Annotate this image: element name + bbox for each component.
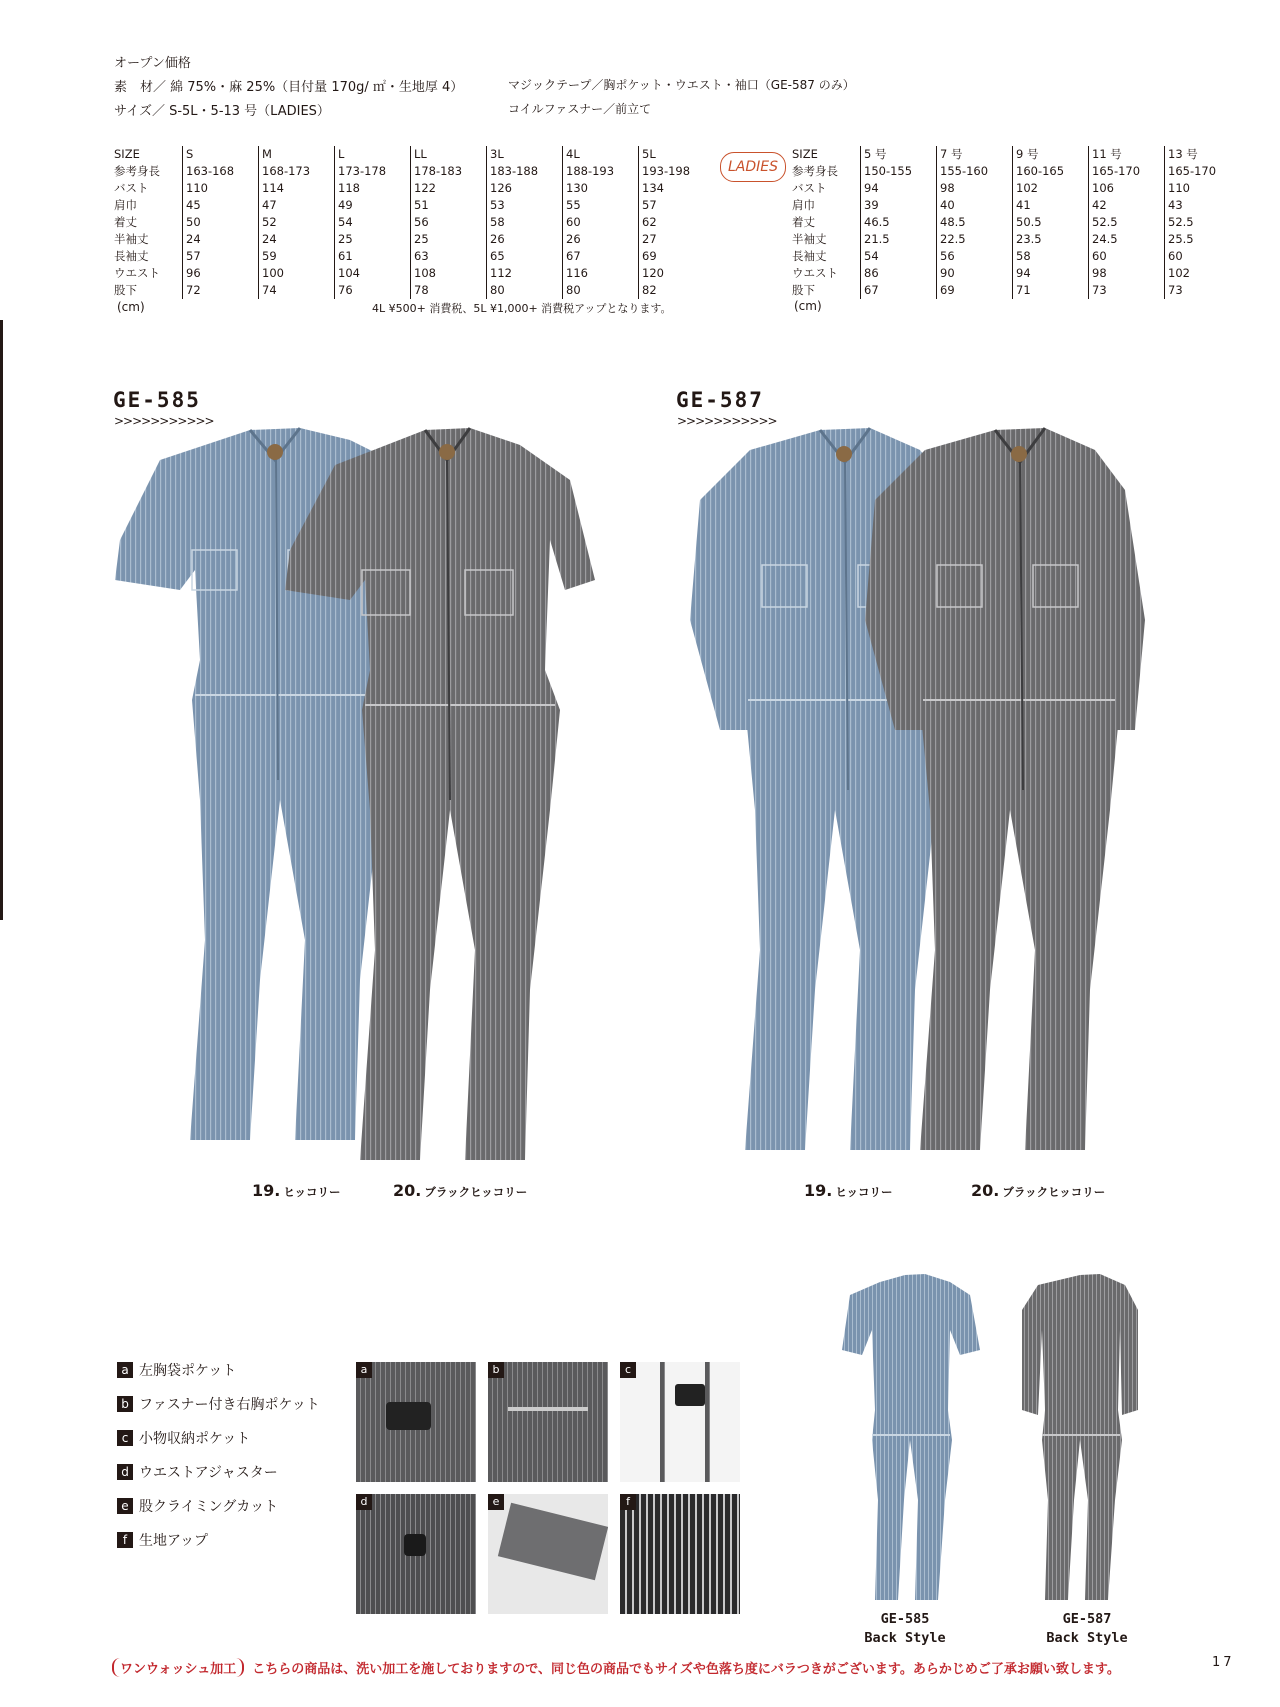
size-table-cell: 94 <box>1013 265 1089 282</box>
size-table-cell: 50.5 <box>1013 214 1089 231</box>
size-table-row <box>792 231 1240 248</box>
ladies-badge: LADIES <box>720 152 786 182</box>
ladies-size-table <box>792 146 1240 299</box>
color-caption-ge587-20: 20. ブラックヒッコリー <box>971 1181 1106 1200</box>
sizes-text: サイズ／ S-5L・5-13 号（LADIES） <box>114 104 330 119</box>
size-table-cell: 183-188 <box>487 163 563 180</box>
size-table-cell: 58 <box>487 214 563 231</box>
page-edge-marker <box>0 320 3 920</box>
size-table-cell: 67 <box>563 248 639 265</box>
size-table-cell: 54 <box>335 214 411 231</box>
size-table-cell: 114 <box>259 180 335 197</box>
size-table-cell: 102 <box>1013 180 1089 197</box>
size-table-cell: 163-168 <box>183 163 259 180</box>
size-table-cell: 130 <box>563 180 639 197</box>
size-table-cell: 9 号 <box>1013 146 1089 163</box>
page-number: 17 <box>1212 1655 1235 1670</box>
model-title-ge585: GE-585 <box>113 388 201 412</box>
size-table-cell: 126 <box>487 180 563 197</box>
size-table-cell: 65 <box>487 248 563 265</box>
feature-item-c: c 小物収納ポケット <box>117 1428 320 1450</box>
size-table-cell: 78 <box>411 282 487 299</box>
size-table-cell: 104 <box>335 265 411 282</box>
fastener-text-2: コイルファスナー／前立て <box>508 102 652 116</box>
size-table-header <box>792 146 1240 163</box>
size-table-cell: 76 <box>335 282 411 299</box>
color-caption-ge585-19: 19. ヒッコリー <box>252 1181 341 1200</box>
size-table-cell: 110 <box>1165 180 1241 197</box>
size-table-cell: 47 <box>259 197 335 214</box>
material-text: 素 材／ 綿 75%・麻 25%（目付量 170g/ ㎡・生地厚 4） <box>114 80 464 95</box>
size-table-cell: 150-155 <box>861 163 937 180</box>
size-table-cell: 155-160 <box>937 163 1013 180</box>
size-table-row <box>792 248 1240 265</box>
size-table-cell: 60 <box>1165 248 1241 265</box>
size-table-cell: 74 <box>259 282 335 299</box>
size-table-cell: 7 号 <box>937 146 1013 163</box>
size-table-label: 参考身長 <box>792 164 838 178</box>
size-table-cell: 96 <box>183 265 259 282</box>
size-table-cell: 94 <box>861 180 937 197</box>
feature-item-b: b ファスナー付き右胸ポケット <box>117 1394 320 1416</box>
size-table-cell: 56 <box>937 248 1013 265</box>
size-table-cell: 120 <box>639 265 715 282</box>
size-table-row <box>114 180 714 197</box>
size-table-row <box>114 197 714 214</box>
detail-photo-b: b <box>488 1362 608 1482</box>
size-table-cell: 24 <box>259 231 335 248</box>
size-surcharge-note: 4L ¥500+ 消費税、5L ¥1,000+ 消費税アップとなります。 <box>372 302 672 315</box>
size-table-row <box>114 231 714 248</box>
mens-size-table <box>114 146 714 299</box>
size-table-row <box>792 163 1240 180</box>
size-table-cell: 42 <box>1089 197 1165 214</box>
size-table-cell: LL <box>411 146 487 163</box>
size-table-cell: 39 <box>861 197 937 214</box>
size-table-cell: 49 <box>335 197 411 214</box>
size-table-cell: 52 <box>259 214 335 231</box>
size-table-label: 長袖丈 <box>114 249 149 263</box>
size-table-cell: 67 <box>861 282 937 299</box>
size-table-row <box>792 214 1240 231</box>
size-table-cell: 58 <box>1013 248 1089 265</box>
size-table-cell: 69 <box>937 282 1013 299</box>
size-table-label: 長袖丈 <box>792 249 827 263</box>
size-table-cell: 51 <box>411 197 487 214</box>
size-table-cell: 5L <box>639 146 715 163</box>
size-table-row <box>114 214 714 231</box>
size-table-header <box>114 146 714 163</box>
size-table-cell: 46.5 <box>861 214 937 231</box>
size-table-cell: 118 <box>335 180 411 197</box>
detail-photo-e: e <box>488 1494 608 1614</box>
size-table-row <box>114 265 714 282</box>
size-table-cell: 90 <box>937 265 1013 282</box>
size-table-cell: 57 <box>639 197 715 214</box>
feature-item-f: f 生地アップ <box>117 1530 320 1552</box>
size-table-cell: 25.5 <box>1165 231 1241 248</box>
size-table-cell: 69 <box>639 248 715 265</box>
size-table-cell: 52.5 <box>1165 214 1241 231</box>
size-table-cell: 40 <box>937 197 1013 214</box>
size-table-cell: 48.5 <box>937 214 1013 231</box>
size-table-label: 股下 <box>792 283 815 297</box>
size-table-cell: 73 <box>1165 282 1241 299</box>
back-ge585 <box>842 1274 980 1600</box>
size-table-row <box>792 180 1240 197</box>
size-table-cell: 173-178 <box>335 163 411 180</box>
size-table-cell: 82 <box>639 282 715 299</box>
size-table-cell: 193-198 <box>639 163 715 180</box>
size-table-row <box>792 282 1240 299</box>
back-caption-ge585: GE-585 Back Style <box>864 1611 946 1646</box>
model-title-ge587: GE-587 <box>676 388 764 412</box>
size-table-label: 着丈 <box>792 215 815 229</box>
feature-item-d: d ウエストアジャスター <box>117 1462 320 1484</box>
size-table-cell: 4L <box>563 146 639 163</box>
back-ge587 <box>1022 1274 1138 1600</box>
color-caption-ge587-19: 19. ヒッコリー <box>804 1181 893 1200</box>
size-table-cell: 57 <box>183 248 259 265</box>
size-table-cell: L <box>335 146 411 163</box>
detail-photo-c: c <box>620 1362 740 1482</box>
size-table-cell: 11 号 <box>1089 146 1165 163</box>
size-table-cell: 100 <box>259 265 335 282</box>
size-table-cell: S <box>183 146 259 163</box>
size-table-label: 半袖丈 <box>114 232 149 246</box>
size-table-cell: 53 <box>487 197 563 214</box>
size-table-cell: 5 号 <box>861 146 937 163</box>
price-text: オープン価格 <box>114 56 191 71</box>
size-table-row <box>792 197 1240 214</box>
size-table-cell: 52.5 <box>1089 214 1165 231</box>
size-table-cell: 165-170 <box>1089 163 1165 180</box>
size-table-cell: 112 <box>487 265 563 282</box>
size-table-cell: 23.5 <box>1013 231 1089 248</box>
size-table-cell: 86 <box>861 265 937 282</box>
one-wash-tag: ワンウォッシュ加工 <box>112 1658 244 1677</box>
size-table-cell: 60 <box>563 214 639 231</box>
size-table-label: バスト <box>114 181 149 195</box>
size-table-cell: 110 <box>183 180 259 197</box>
size-table-cell: 122 <box>411 180 487 197</box>
size-table-cell: 60 <box>1089 248 1165 265</box>
feature-item-a: a 左胸袋ポケット <box>117 1360 320 1382</box>
size-table-cell: 80 <box>487 282 563 299</box>
size-table-cell: 71 <box>1013 282 1089 299</box>
size-table-row <box>114 282 714 299</box>
size-table-cell: 134 <box>639 180 715 197</box>
size-table-cell: 106 <box>1089 180 1165 197</box>
size-table-cell: 73 <box>1089 282 1165 299</box>
size-table-cell: 102 <box>1165 265 1241 282</box>
size-table-cell: 98 <box>1089 265 1165 282</box>
size-table-cell: M <box>259 146 335 163</box>
detail-photo-a: a <box>356 1362 476 1482</box>
size-table-cell: 25 <box>411 231 487 248</box>
size-table-cell: 165-170 <box>1165 163 1241 180</box>
back-style-photos <box>820 1270 1140 1610</box>
size-table-cell: 26 <box>487 231 563 248</box>
size-table-cell: 26 <box>563 231 639 248</box>
size-table-cell: 45 <box>183 197 259 214</box>
size-table-cell: 188-193 <box>563 163 639 180</box>
size-table-cell: 54 <box>861 248 937 265</box>
size-table-cell: 80 <box>563 282 639 299</box>
size-table-label: 着丈 <box>114 215 137 229</box>
size-table-cell: 24.5 <box>1089 231 1165 248</box>
size-table-label: SIZE <box>114 147 140 161</box>
size-table-label: 半袖丈 <box>792 232 827 246</box>
ladies-unit: (cm) <box>794 299 822 313</box>
size-table-label: SIZE <box>792 147 818 161</box>
footer-notice <box>112 1658 1120 1677</box>
detail-photo-f: f <box>620 1494 740 1614</box>
size-table-cell: 160-165 <box>1013 163 1089 180</box>
size-table-cell: 27 <box>639 231 715 248</box>
size-table-cell: 24 <box>183 231 259 248</box>
size-table-label: ウエスト <box>114 266 160 280</box>
size-table-row <box>792 265 1240 282</box>
size-table-label: 参考身長 <box>114 164 160 178</box>
size-table-cell: 108 <box>411 265 487 282</box>
feature-item-e: e 股クライミングカット <box>117 1496 320 1518</box>
size-table-cell: 43 <box>1165 197 1241 214</box>
size-table-cell: 3L <box>487 146 563 163</box>
size-table-label: 股下 <box>114 283 137 297</box>
size-table-row <box>114 163 714 180</box>
arrow-decoration: >>>>>>>>>>> <box>677 414 777 428</box>
color-caption-ge585-20: 20. ブラックヒッコリー <box>393 1181 528 1200</box>
size-table-cell: 61 <box>335 248 411 265</box>
fastener-text-1: マジックテープ／胸ポケット・ウエスト・袖口（GE-587 のみ） <box>508 78 855 92</box>
size-table-cell: 168-173 <box>259 163 335 180</box>
size-table-cell: 56 <box>411 214 487 231</box>
footer-text: こちらの商品は、洗い加工を施しておりますので、同じ色の商品でもサイズや色落ち度にバラつきがございます。あらかじめご了承お願い致します。 <box>252 1662 1120 1677</box>
size-table-cell: 50 <box>183 214 259 231</box>
size-table-cell: 59 <box>259 248 335 265</box>
size-table-cell: 178-183 <box>411 163 487 180</box>
size-table-label: ウエスト <box>792 266 838 280</box>
size-table-cell: 41 <box>1013 197 1089 214</box>
size-table-cell: 22.5 <box>937 231 1013 248</box>
feature-list <box>117 1360 320 1552</box>
arrow-decoration: >>>>>>>>>>> <box>114 414 214 428</box>
size-table-label: 肩巾 <box>114 198 137 212</box>
size-table-cell: 63 <box>411 248 487 265</box>
size-table-cell: 13 号 <box>1165 146 1241 163</box>
mens-unit: (cm) <box>117 300 145 314</box>
size-table-label: バスト <box>792 181 827 195</box>
size-table-cell: 55 <box>563 197 639 214</box>
size-table-cell: 62 <box>639 214 715 231</box>
size-table-label: 肩巾 <box>792 198 815 212</box>
size-table-row <box>114 248 714 265</box>
detail-photo-d: d <box>356 1494 476 1614</box>
back-caption-ge587: GE-587 Back Style <box>1046 1611 1128 1646</box>
size-table-cell: 116 <box>563 265 639 282</box>
size-table-cell: 21.5 <box>861 231 937 248</box>
product-photos <box>100 420 1250 1180</box>
size-table-cell: 98 <box>937 180 1013 197</box>
size-table-cell: 25 <box>335 231 411 248</box>
size-table-cell: 72 <box>183 282 259 299</box>
